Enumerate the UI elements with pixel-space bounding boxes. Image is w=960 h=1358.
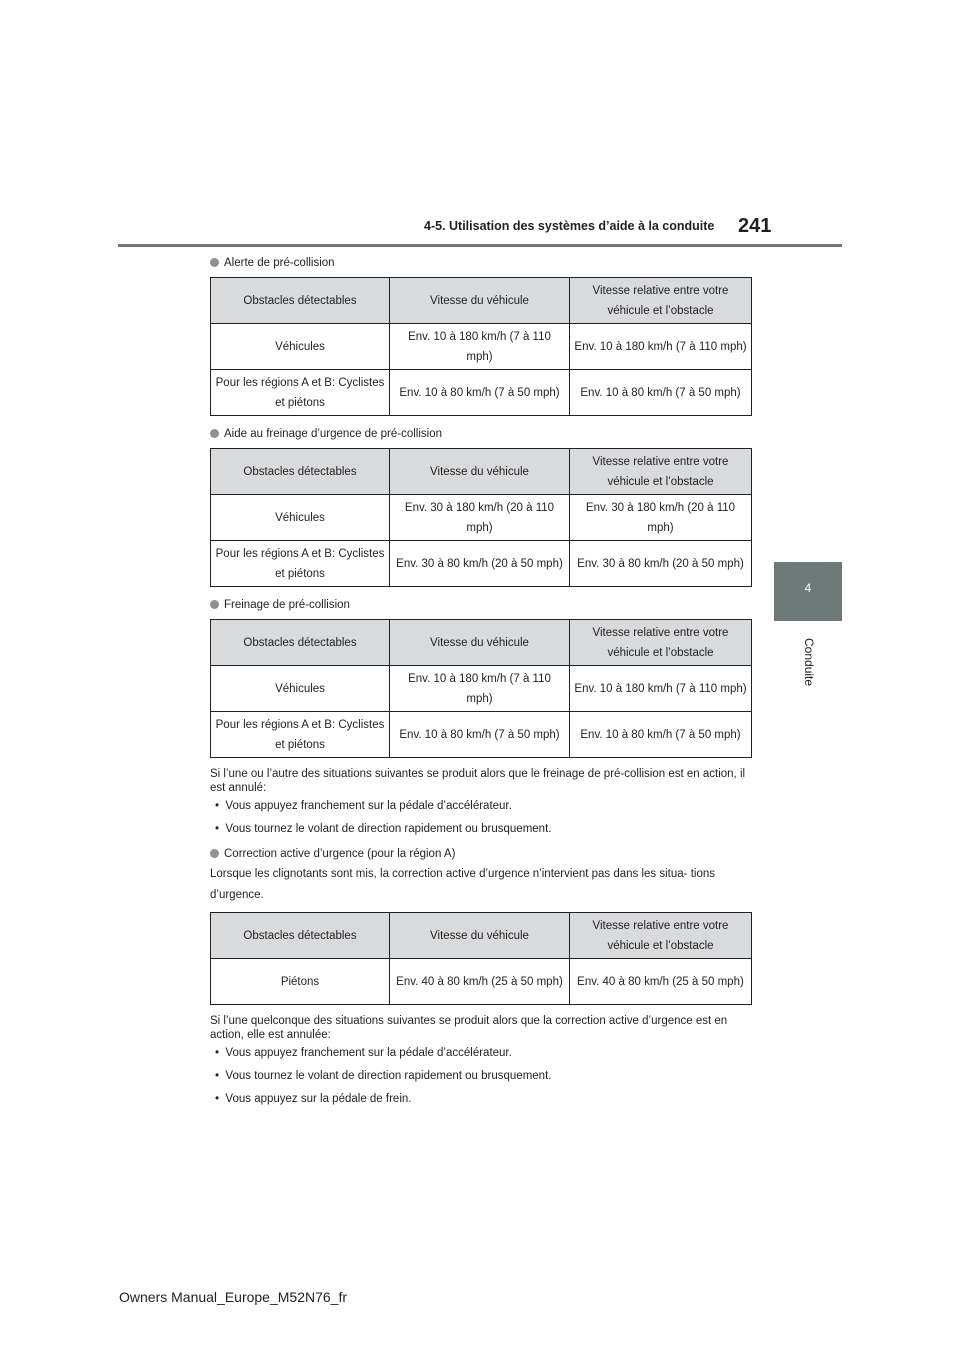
table-cell: Env. 30 à 180 km/h (20 à 110 mph) — [570, 495, 752, 541]
table-row — [211, 324, 752, 370]
chapter-label: Conduite — [802, 637, 816, 687]
header-rule — [118, 244, 842, 247]
table-header-row — [211, 913, 752, 959]
list-item-text: Vous tournez le volant de direction rapidement ou brusquement. — [225, 1070, 552, 1082]
table-cell: Véhicules — [211, 324, 390, 370]
table-cell: Véhicules — [211, 666, 390, 712]
table-cell: Env. 10 à 180 km/h (7 à 110 mph) — [570, 324, 752, 370]
table-cell: Env. 10 à 180 km/h (7 à 110 mph) — [390, 324, 570, 370]
table-row — [211, 666, 752, 712]
header-cell: Obstacles détectables — [211, 913, 390, 959]
list-item: • Vous tournez le volant de direction rapidement ou brusquement. — [215, 823, 552, 835]
header-cell: Obstacles détectables — [211, 278, 390, 324]
table-cell: Env. 10 à 80 km/h (7 à 50 mph) — [390, 370, 570, 416]
list-item-text: Vous tournez le volant de direction rapidement ou brusquement. — [225, 823, 552, 835]
table-cell: Env. 10 à 80 km/h (7 à 50 mph) — [390, 712, 570, 758]
list-item: • Vous appuyez franchement sur la pédale d’accélérateur. — [215, 800, 512, 812]
spec-table — [210, 912, 752, 1005]
table-cell: Env. 10 à 180 km/h (7 à 110 mph) — [570, 666, 752, 712]
list-item: • Vous appuyez sur la pédale de frein. — [215, 1093, 412, 1105]
list-item-text: Vous appuyez franchement sur la pédale d’accélérateur. — [225, 1047, 512, 1059]
section-heading-text: Aide au freinage d’urgence de pré-collision — [224, 427, 443, 440]
table-row — [211, 712, 752, 758]
table-cell: Véhicules — [211, 495, 390, 541]
header-cell: Vitesse relative entre votre véhicule et l’obstacle — [570, 913, 752, 959]
header-cell: Vitesse relative entre votre véhicule et l’obstacle — [570, 278, 752, 324]
table-cell: Env. 10 à 180 km/h (7 à 110 mph) — [390, 666, 570, 712]
table-row — [211, 541, 752, 587]
section-heading — [210, 254, 751, 271]
section-heading — [210, 425, 751, 442]
header-cell: Obstacles détectables — [211, 449, 390, 495]
chapter-tab: 4 — [774, 562, 842, 621]
bullet-icon — [210, 429, 219, 438]
table-cell: Env. 40 à 80 km/h (25 à 50 mph) — [390, 959, 570, 1005]
table-cell: Env. 10 à 80 km/h (7 à 50 mph) — [570, 370, 752, 416]
table-row — [211, 959, 752, 1005]
table-row — [211, 370, 752, 416]
bullet-icon — [210, 258, 219, 267]
section-heading-text: Alerte de pré-collision — [224, 256, 335, 269]
list-item-text: Vous appuyez sur la pédale de frein. — [225, 1093, 412, 1105]
bullet-icon — [210, 849, 219, 858]
table-cell: Env. 30 à 80 km/h (20 à 50 mph) — [570, 541, 752, 587]
cancel-note: Si l’une quelconque des situations suivantes se produit alors que la correction active d’urgence est en action, elle est annulée: — [210, 1015, 728, 1041]
section-heading-text: Freinage de pré-collision — [224, 598, 350, 611]
table-cell: Env. 40 à 80 km/h (25 à 50 mph) — [570, 959, 752, 1005]
header-cell: Vitesse relative entre votre véhicule et l’obstacle — [570, 449, 752, 495]
spec-table — [210, 619, 752, 758]
section-intro: Lorsque les clignotants sont mis, la correction active d’urgence n’intervient pas dans les situa- tions d’urgence. — [210, 868, 715, 901]
section-heading-text: Correction active d’urgence (pour la région A) — [224, 847, 456, 860]
table-cell: Env. 10 à 80 km/h (7 à 50 mph) — [570, 712, 752, 758]
spec-table — [210, 448, 752, 587]
table-cell: Pour les régions A et B: Cyclistes et piétons — [211, 712, 390, 758]
header-cell: Vitesse relative entre votre véhicule et l’obstacle — [570, 620, 752, 666]
table-header-row — [211, 278, 752, 324]
list-item-text: Vous appuyez franchement sur la pédale d’accélérateur. — [225, 800, 512, 812]
header-cell: Vitesse du véhicule — [390, 449, 570, 495]
header-cell: Obstacles détectables — [211, 620, 390, 666]
table-cell: Pour les régions A et B: Cyclistes et piétons — [211, 370, 390, 416]
spec-table — [210, 277, 752, 416]
table-header-row — [211, 620, 752, 666]
list-item: • Vous appuyez franchement sur la pédale d’accélérateur. — [215, 1047, 512, 1059]
page-content — [210, 254, 751, 1115]
page-number: 241 — [738, 215, 772, 237]
table-cell: Env. 30 à 180 km/h (20 à 110 mph) — [390, 495, 570, 541]
header-cell: Vitesse du véhicule — [390, 913, 570, 959]
section-heading — [210, 596, 751, 613]
table-cell: Piétons — [211, 959, 390, 1005]
header-cell: Vitesse du véhicule — [390, 278, 570, 324]
table-row — [211, 495, 752, 541]
header-cell: Vitesse du véhicule — [390, 620, 570, 666]
table-cell: Pour les régions A et B: Cyclistes et piétons — [211, 541, 390, 587]
table-cell: Env. 30 à 80 km/h (20 à 50 mph) — [390, 541, 570, 587]
list-item: • Vous tournez le volant de direction rapidement ou brusquement. — [215, 1070, 552, 1082]
bullet-icon — [210, 600, 219, 609]
footer-text: Owners Manual_Europe_M52N76_fr — [119, 1289, 348, 1305]
cancel-note: Si l’une ou l’autre des situations suivantes se produit alors que le freinage de pré-collision est en action, il est annulé: — [210, 768, 746, 794]
section-heading — [210, 845, 751, 862]
table-header-row — [211, 449, 752, 495]
section-title: 4-5. Utilisation des systèmes d’aide à la conduite — [424, 219, 715, 233]
